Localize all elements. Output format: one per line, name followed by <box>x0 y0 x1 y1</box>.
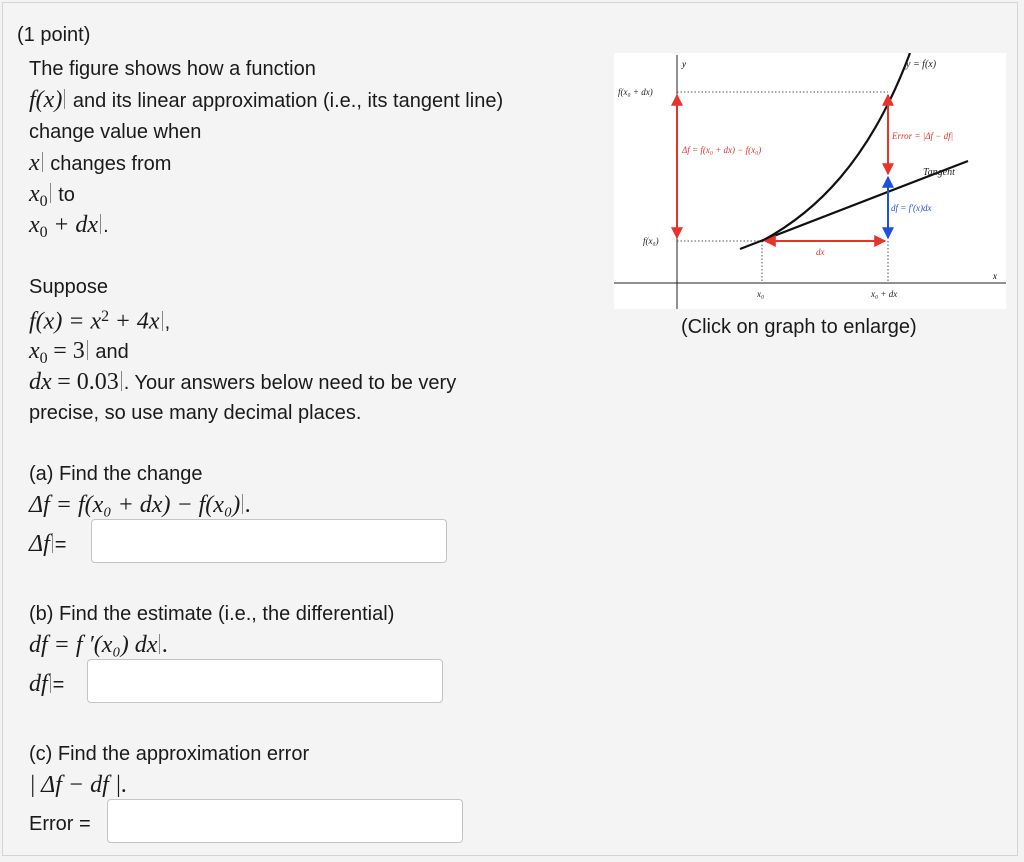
x0dx-tick-label: x₀ + dx <box>871 289 898 299</box>
part-a-label: Δf = <box>29 531 67 557</box>
precision-note: precise, so use many decimal places. <box>29 402 362 424</box>
error-input[interactable] <box>107 799 463 843</box>
part-a-formula: Δf = f(x₀ + dx) − f(x₀) . <box>29 492 252 518</box>
math-fx: f(x) <box>29 87 63 113</box>
graph-caption[interactable]: (Click on graph to enlarge) <box>681 316 917 338</box>
intro-line-4 <box>29 151 171 176</box>
part-a-prompt: (a) Find the change <box>29 463 203 485</box>
problem-panel <box>2 2 1018 856</box>
error-label: Error = |Δf − df| <box>892 131 954 141</box>
part-c-prompt: (c) Find the approximation error <box>29 743 310 765</box>
intro-line-2 <box>29 88 503 113</box>
curve-label: y = f(x) <box>906 59 937 70</box>
fx0-label: f(x₀) <box>643 236 659 246</box>
df-label: df = f′(x)dx <box>891 203 932 213</box>
intro-text-2: and its linear approximation (i.e., its tangent line) <box>72 90 504 112</box>
delta-f-label: Δf = f(x₀ + dx) − f(x₀) <box>682 145 762 155</box>
math-x0-plus-dx: x <box>29 212 40 238</box>
math-x: x <box>29 150 40 176</box>
intro-line-6: $x_0$ + dx . <box>29 212 109 241</box>
part-b-prompt: (b) Find the estimate (i.e., the differential) <box>29 603 395 625</box>
intro-to: to <box>58 184 75 206</box>
part-c-label: Error = <box>29 813 91 835</box>
tangent-label: Tangent <box>923 167 955 178</box>
intro-text-4: changes from <box>50 153 172 175</box>
part-c-formula: | Δf − df |. <box>29 772 128 798</box>
dx-definition: dx = 0.03 . Your answers below need to be very <box>29 369 457 395</box>
x-axis-label: x <box>993 271 997 281</box>
part-b-formula: df = f ′(x₀) dx . <box>29 632 169 658</box>
graph-svg <box>614 53 1006 309</box>
math-x0: x <box>29 181 40 207</box>
intro-line-1: The figure shows how a function <box>29 58 316 80</box>
df-input[interactable] <box>87 659 443 703</box>
x0-tick-label: x₀ <box>757 289 765 299</box>
intro-line-3: change value when <box>29 121 202 143</box>
graph-thumbnail[interactable] <box>614 53 1006 309</box>
intro-line-5: $x_0$ to <box>29 181 75 210</box>
suppose-label: Suppose <box>29 276 108 298</box>
function-definition: $f(x) = x^2 + 4x$ , <box>29 308 171 335</box>
dx-label: dx <box>816 247 825 257</box>
fx0dx-label: f(x₀ + dx) <box>618 87 653 97</box>
delta-f-input[interactable] <box>91 519 447 563</box>
y-axis-label: y <box>682 59 686 69</box>
part-b-label: df = <box>29 671 65 697</box>
points-label: (1 point) <box>17 24 91 46</box>
x0-definition: $x_0 = 3$ and <box>29 338 129 367</box>
